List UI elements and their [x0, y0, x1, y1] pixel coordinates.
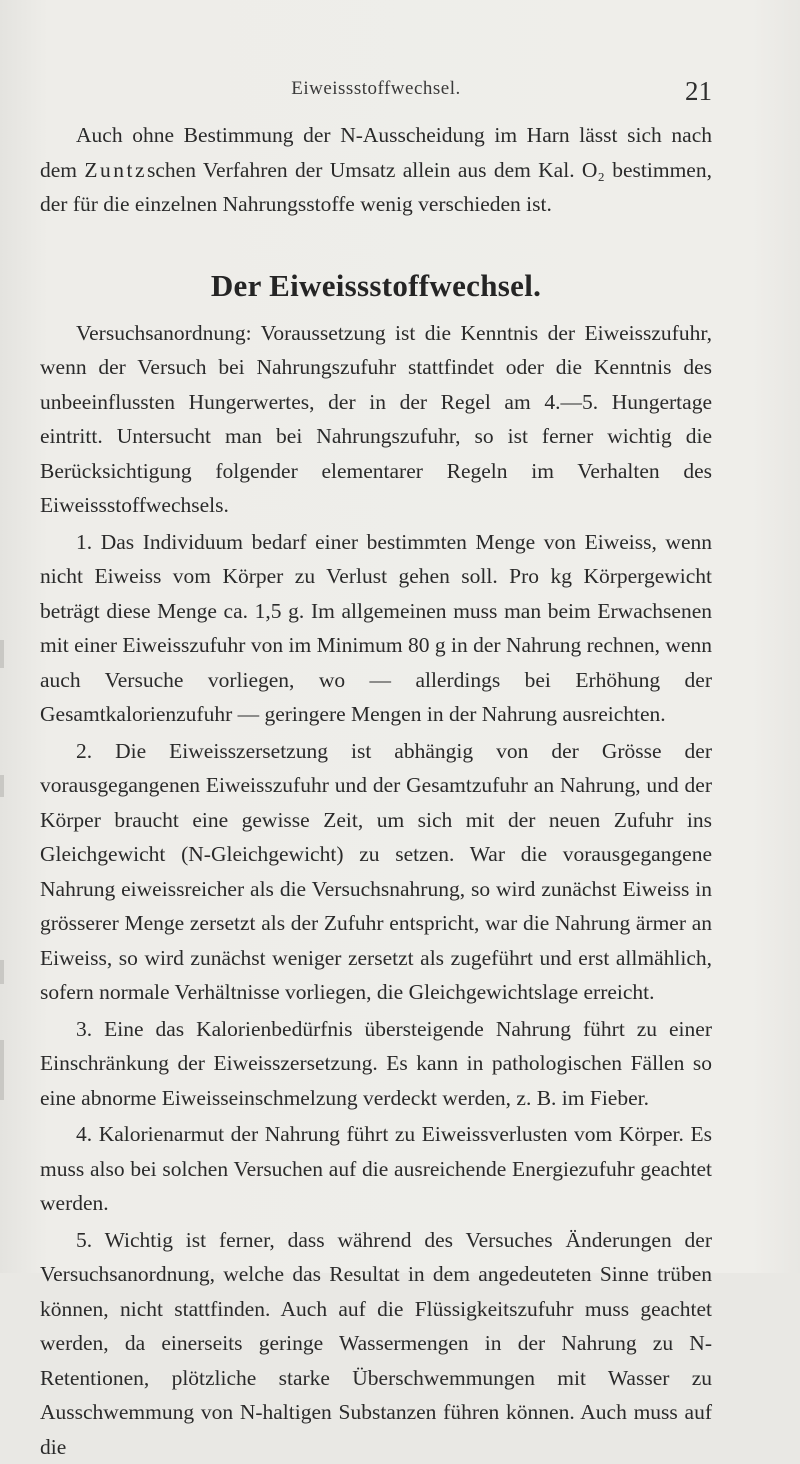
intro-paragraph [40, 118, 712, 222]
paragraph-rule-5: 5. Wichtig ist ferner, dass während des Versuches Änderungen der Versuchsanordnung, welche das Resultat in dem angedeuteten Sinne trüben können, nicht stattfinden. Auch auf die Flüssigkeitszufuhr muss geachtet werden, da einerseits geringe Wassermengen in der Nahrung zu N-Retentionen, plötzliche starke Überschwemmungen mit Wasser zu Ausschwemmung von N-haltigen Substanzen führen können. Auch muss auf die [40, 1223, 712, 1464]
page-edge-mark [0, 1040, 4, 1100]
page-edge-mark [0, 640, 4, 668]
paragraph-rule-4: 4. Kalorienarmut der Nahrung führt zu Eiweissverlusten vom Körper. Es muss also bei solchen Versuchen auf die ausreichende Energiezufuhr geachtet werden. [40, 1117, 712, 1221]
paragraph-rule-1: 1. Das Individuum bedarf einer bestimmten Menge von Eiweiss, wenn nicht Eiweiss vom Körper zu Verlust gehen soll. Pro kg Körpergewicht beträgt diese Menge ca. 1,5 g. Im allgemeinen muss man beim Erwachsenen mit einer Eiweisszufuhr von im Minimum 80 g in der Nahrung rechnen, wenn auch Versuche vorliegen, wo — allerdings bei Erhöhung der Gesamtkalorienzufuhr — geringere Mengen in der Nahrung ausreichten. [40, 525, 712, 732]
page-header [40, 76, 712, 108]
paragraph-rule-2: 2. Die Eiweisszersetzung ist abhängig von der Grösse der vorausgegangenen Eiweisszufuhr und der Gesamtzufuhr an Nahrung, und der Körper braucht eine gewisse Zeit, um sich mit der neuen Zufuhr ins Gleichgewicht (N-Gleichgewicht) zu setzen. War die vorausgegangene Nahrung eiweissreicher als die Versuchsnahrung, so wird zunächst Eiweiss in grösserer Menge zersetzt als der Zufuhr entspricht, war die Nahrung ärmer an Eiweiss, so wird zunächst weniger zersetzt als zugeführt und erst allmählich, sofern normale Verhältnisse vorliegen, die Gleichgewichtslage erreicht. [40, 734, 712, 1010]
running-title: Eiweissstoffwechsel. [40, 78, 712, 100]
intro-text-part1: Auch ohne Bestimmung der N-Ausscheidung im Harn lässt sich nach dem [40, 123, 712, 182]
page-number: 21 [685, 76, 712, 107]
intro-text-part2: schen Verfahren der Umsatz allein aus dem Kal. O₂ bestimmen, der für die einzelnen Nahrungsstoffe wenig verschieden ist. [40, 158, 712, 217]
paragraph-versuchsanordnung: Versuchsanordnung: Voraussetzung ist die Kenntnis der Eiweisszufuhr, wenn der Versuch bei Nahrungszufuhr stattfindet oder die Kenntnis des unbeeinflussten Hungerwertes, der in der Regel am 4.—5. Hungertage eintritt. Untersucht man bei Nahrungszufuhr, so ist ferner wichtig die Berücksichtigung folgender elementarer Regeln im Verhalten des Eiweissstoffwechsels. [40, 316, 712, 523]
paragraph-rule-3: 3. Eine das Kalorienbedürfnis übersteigende Nahrung führt zu einer Einschränkung der Eiweisszersetzung. Es kann in pathologischen Fällen so eine abnorme Eiweisseinschmelzung verdeckt werden, z. B. im Fieber. [40, 1012, 712, 1116]
author-name: Zuntz [84, 158, 147, 182]
page-edge-mark [0, 775, 4, 797]
page-edge-mark [0, 960, 4, 984]
page-body [40, 118, 712, 1464]
section-title: Der Eiweissstoffwechsel. [40, 268, 712, 304]
